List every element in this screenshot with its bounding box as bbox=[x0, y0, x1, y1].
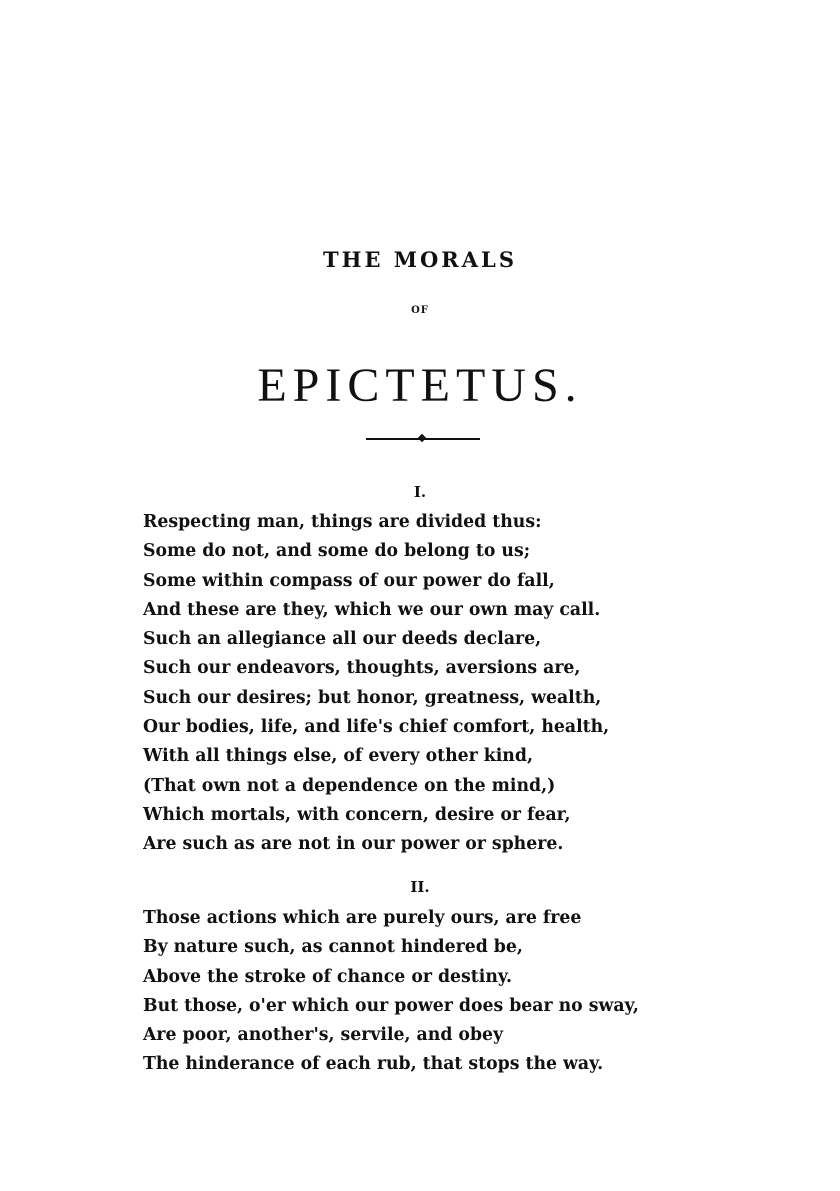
verse-line: Above the stroke of chance or destiny. bbox=[143, 966, 512, 987]
verse-line: By nature such, as cannot hindered be, bbox=[143, 937, 523, 958]
verse-line: Respecting man, things are divided thus: bbox=[143, 512, 542, 532]
verse-section-1 bbox=[143, 508, 743, 860]
section-numeral-1: I. bbox=[413, 483, 427, 501]
verse-line: Those actions which are purely ours, are free bbox=[143, 908, 582, 928]
verse-line: (That own not a dependence on the mind,) bbox=[143, 775, 556, 796]
verse-line: Which mortals, with concern, desire or fear, bbox=[143, 804, 571, 825]
verse-line: The hinderance of each rub, that stops the way. bbox=[143, 1054, 604, 1075]
title-of: OF bbox=[411, 305, 429, 316]
verse-section-2 bbox=[143, 904, 743, 1080]
verse-line: Are poor, another's, servile, and obey bbox=[143, 1025, 504, 1046]
verse-line: Some do not, and some do belong to us; bbox=[143, 541, 531, 562]
verse-line: Are such as are not in our power or sphere. bbox=[143, 834, 564, 855]
verse-line: Such our endeavors, thoughts, aversions are, bbox=[143, 658, 581, 679]
verse-line: Such our desires; but honor, greatness, wealth, bbox=[143, 687, 602, 708]
title-epictetus: EPICTETUS. bbox=[257, 359, 583, 412]
verse-line: Such an allegiance all our deeds declare, bbox=[143, 629, 542, 650]
title-the-morals: THE MORALS bbox=[322, 247, 517, 272]
verse-line: Some within compass of our power do fall, bbox=[143, 570, 555, 591]
verse-line: Our bodies, life, and life's chief comfort, health, bbox=[143, 717, 610, 738]
verse-line: But those, o'er which our power does bear no sway, bbox=[143, 995, 639, 1016]
ornamental-rule-diamond bbox=[418, 434, 426, 442]
section-numeral-2: II. bbox=[410, 878, 430, 896]
verse-line: With all things else, of every other kind, bbox=[143, 746, 533, 767]
verse-line: And these are they, which we our own may call. bbox=[143, 599, 601, 620]
